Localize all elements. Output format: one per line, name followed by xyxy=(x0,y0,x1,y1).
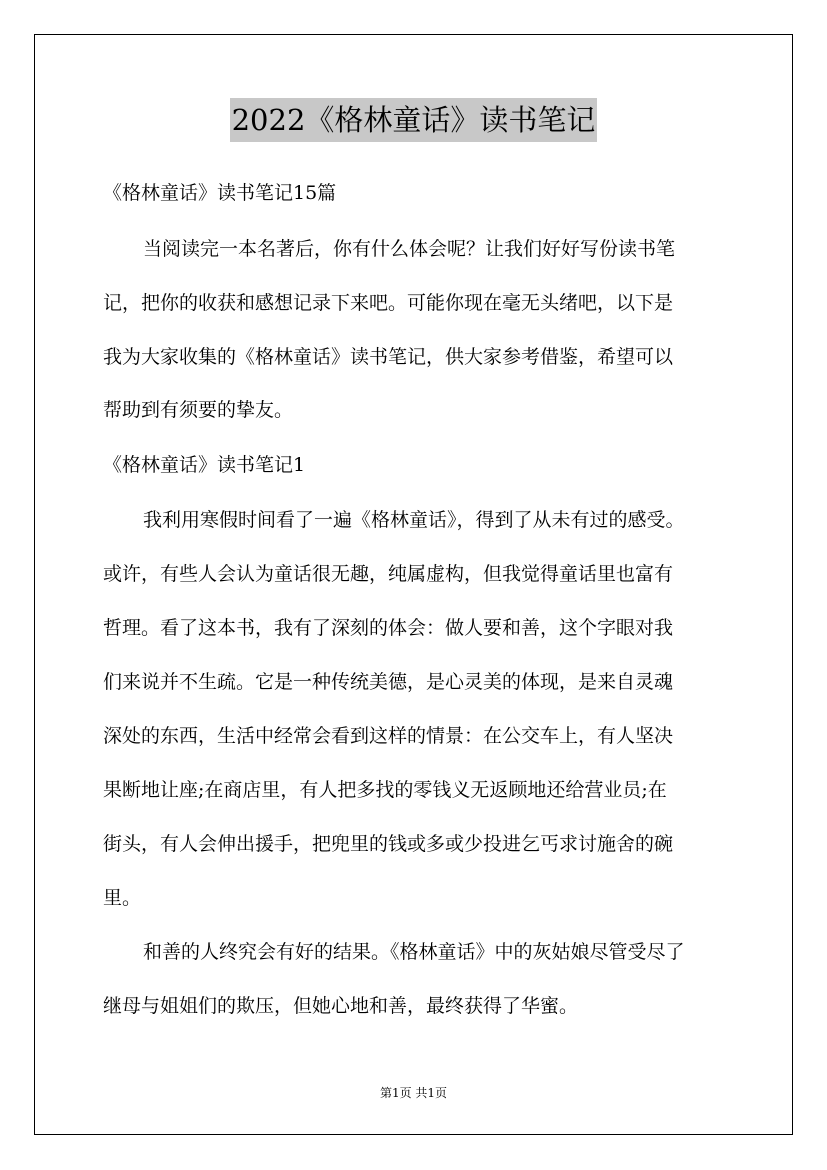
paragraph-line: 果断地让座;在商店里，有人把多找的零钱义无返顾地还给营业员;在 xyxy=(103,779,667,801)
intro-line: 记，把你的收获和感想记录下来吧。可能你现在毫无头绪吧，以下是 xyxy=(103,292,674,314)
title-container xyxy=(0,98,827,142)
paragraph-line: 们来说并不生疏。它是一种传统美德，是心灵美的体现，是来自灵魂 xyxy=(103,671,674,693)
paragraph-line: 我利用寒假时间看了一遍《格林童话》，得到了从未有过的感受。 xyxy=(143,509,685,531)
subtitle: 《格林童话》读书笔记15篇 xyxy=(103,182,337,204)
paragraph-line: 哲理。看了这本书，我有了深刻的体会：做人要和善，这个字眼对我 xyxy=(103,617,674,639)
paragraph-line: 和善的人终究会有好的结果。《格林童话》中的灰姑娘尽管受尽了 xyxy=(143,941,685,963)
document-title: 2022《格林童话》读书笔记 xyxy=(230,98,598,142)
page-number: 第1页 共1页 xyxy=(379,1086,448,1100)
paragraph-line: 或许，有些人会认为童话很无趣，纯属虚构，但我觉得童话里也富有 xyxy=(103,563,674,585)
paragraph-line: 深处的东西，生活中经常会看到这样的情景：在公交车上，有人坚决 xyxy=(103,725,674,747)
section-heading: 《格林童话》读书笔记1 xyxy=(103,454,306,476)
paragraph-line: 继母与姐姐们的欺压，但她心地和善，最终获得了华蜜。 xyxy=(103,995,579,1017)
paragraph-line: 里。 xyxy=(103,887,142,909)
paragraph-line: 街头，有人会伸出援手，把兜里的钱或多或少投进乞丐求讨施舍的碗 xyxy=(103,833,674,855)
intro-line: 当阅读完一本名著后，你有什么体会呢？让我们好好写份读书笔 xyxy=(143,238,676,260)
intro-line: 帮助到有须要的挚友。 xyxy=(103,399,294,421)
intro-line: 我为大家收集的《格林童话》读书笔记，供大家参考借鉴，希望可以 xyxy=(103,346,674,368)
